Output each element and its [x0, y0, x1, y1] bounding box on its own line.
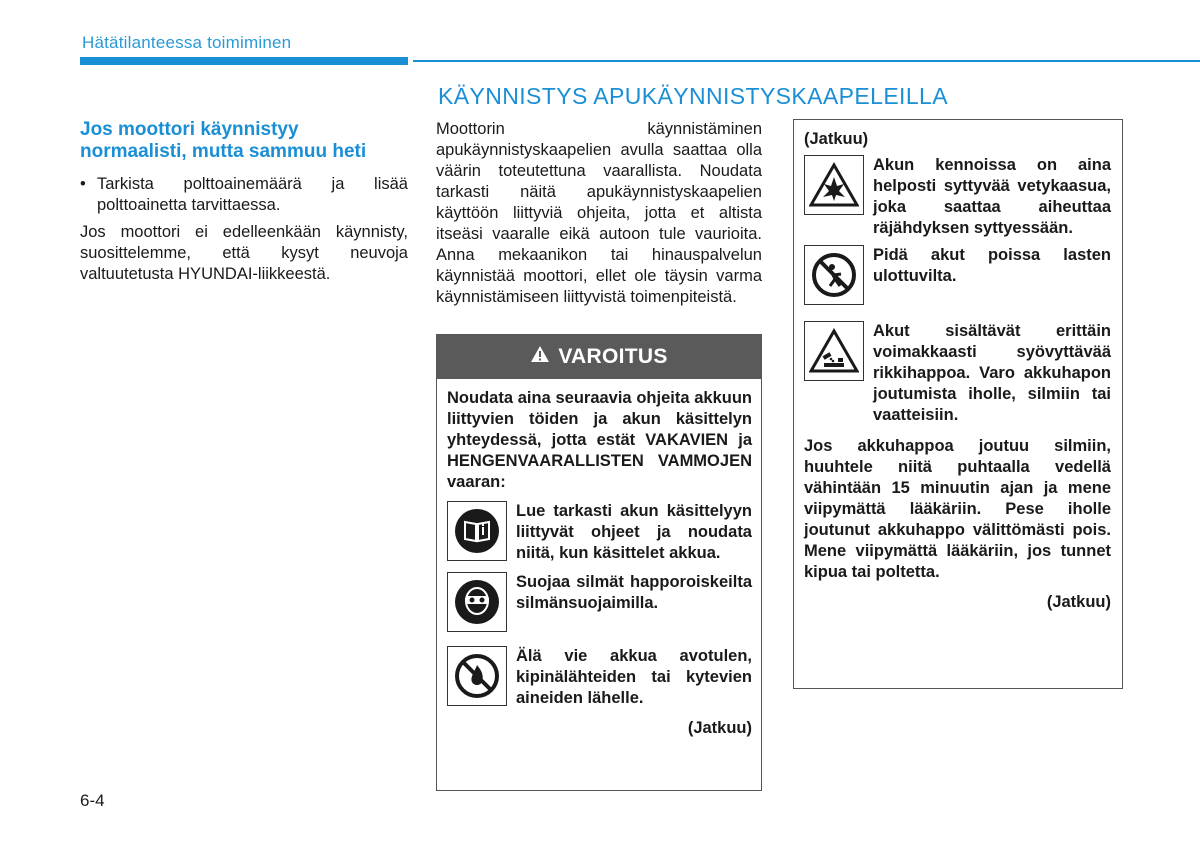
warning-item: [447, 572, 752, 632]
manual-book-icon: [454, 508, 500, 554]
keep-away-from-children-icon: [811, 252, 857, 298]
explosion-hazard-icon: [809, 162, 859, 208]
warning-item: [804, 245, 1111, 305]
warning-lead: Noudata aina seuraavia ohjeita akkuun liittyvien töiden ja akun käsittelyn yhteydessä, jotta estät VAKAVIEN ja HENGENVAARALLISTEN VAMMOJEN vaaran:: [447, 389, 752, 491]
warning-item: [447, 501, 752, 564]
continued-label: (Jatkuu): [687, 719, 752, 737]
warning-item: [447, 646, 752, 709]
warning-item: [804, 155, 1111, 239]
section-header: Hätätilanteessa toimiminen: [82, 33, 292, 52]
no-open-flame-icon: [454, 653, 500, 699]
warning-item-text: Pidä akut poissa lasten ulottuvilta.: [873, 246, 1111, 285]
bullet-text: Tarkista polttoainemäärä ja lisää polttoainetta tarvittaessa.: [97, 175, 408, 214]
page-number: 6-4: [80, 791, 105, 810]
left-paragraph: Jos moottori ei edelleenkään käynnisty, suosittelemme, että kysyt neuvoja valtuutetusta HYUNDAI-liikkeestä.: [80, 223, 408, 283]
left-heading: Jos moottori käynnistyy normaalisti, mutta sammuu heti: [80, 119, 367, 162]
warning-item: [804, 321, 1111, 426]
page-title: KÄYNNISTYS APUKÄYNNISTYSKAAPELEILLA: [438, 83, 948, 109]
list-item: [80, 174, 408, 216]
safety-goggles-icon: [454, 579, 500, 625]
warning-box: [436, 334, 762, 791]
header-rule-thick: [80, 57, 408, 65]
warning-item-text: Suojaa silmät happoroiskeilta silmänsuojaimilla.: [516, 573, 752, 612]
continued-warning-box: [793, 119, 1123, 689]
warning-header: [437, 335, 761, 379]
warning-item-text: Akut sisältävät erittäin voimakkaasti syövyttävää rikkihappoa. Varo akkuhapon joutumista iholle, silmiin tai vaatteisiin.: [873, 322, 1111, 424]
intro-paragraph: Moottorin käynnistäminen apukäynnistyskaapelien avulla saattaa olla väärin toteutettuna vaarallista. Noudata tarkasti näitä apukäynnistyskaapelien käyttöön liittyviä ohjeita, jotta et altista itseäsi vaaralle eikä autoon tule vaurioita. Anna mekaanikon tai hinauspalvelun käynnistää moottori, ellet ole täysin varma käynnistämiseen liittyvistä toimenpiteistä.: [436, 120, 762, 306]
corrosive-hazard-icon: [809, 328, 859, 374]
warning-item-text: Älä vie akkua avotulen, kipinälähteiden tai kytevien aineiden lähelle.: [516, 647, 752, 707]
eye-contact-paragraph: Jos akkuhappoa joutuu silmiin, huuhtele niitä puhtaalla vedellä vähintään 15 minuutin ajan ja mene viipymättä lääkäriin. Pese iholle joutunut akkuhappo välittömästi pois. Mene viipymättä lääkäriin, jos tunnet kipua tai poltetta.: [804, 437, 1111, 581]
warning-title: VAROITUS: [558, 345, 668, 368]
continued-label: (Jatkuu): [804, 130, 869, 148]
warning-item-text: Lue tarkasti akun käsittelyyn liittyvät ohjeet ja noudata niitä, kun käsittelet akkua.: [516, 502, 752, 562]
continued-label: (Jatkuu): [1046, 593, 1111, 611]
header-rule-thin: [413, 60, 1200, 62]
warning-item-text: Akun kennoissa on aina helposti syttyvää vetykaasua, joka saattaa aiheuttaa räjähdyksen syttyessään.: [873, 156, 1111, 237]
bullet-icon: •: [80, 175, 86, 193]
warning-triangle-icon: [530, 345, 550, 369]
left-column: [80, 119, 408, 285]
